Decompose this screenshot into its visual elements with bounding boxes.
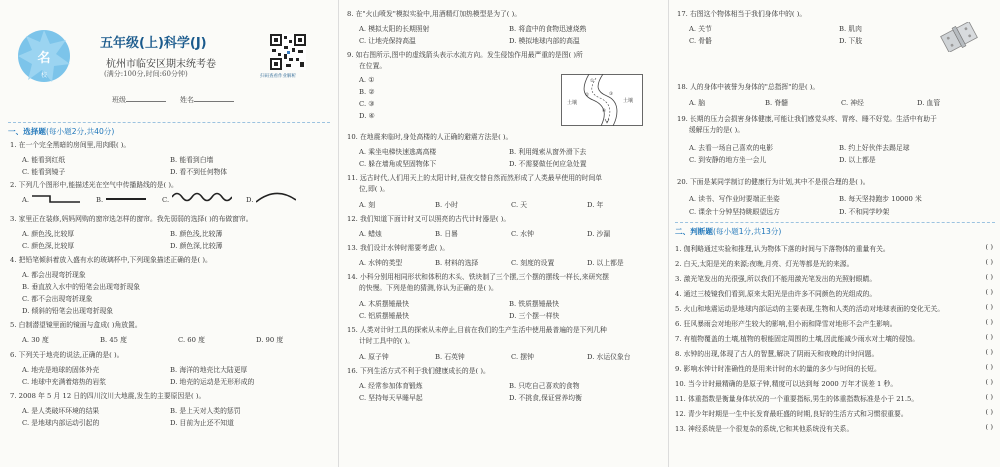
option-b[interactable]: B. 铁质摆锤最快	[509, 300, 560, 308]
question-stem-cont: 位,即( )。	[359, 185, 390, 193]
answer-paren[interactable]: ( )	[985, 318, 993, 326]
question-stem-cont: 缓解压力的是( )。	[689, 126, 745, 134]
straight-line-icon	[106, 192, 146, 204]
question-stem: 18. 人的身体中被誉为身体的"总指挥"的是( )。	[677, 83, 820, 91]
answer-paren[interactable]: ( )	[985, 423, 993, 431]
answer-paren[interactable]: ( )	[985, 258, 993, 266]
question-stem: 3. 家里正在装修,妈妈网购的窗帘选怎样的窗帘。我先弱弱的选择( )的布做窗帘。	[10, 215, 253, 223]
option-a[interactable]: A. 能看到红纸	[22, 156, 66, 164]
question-stem: 12. 我们知道下面计时又可以照亮的古代计时器是( )。	[347, 215, 511, 223]
option-d[interactable]: D. 90 度	[256, 336, 284, 344]
section-heading: 一、选择题(每小题2分,共40分)	[8, 127, 115, 136]
option-a[interactable]: A. 木质摆锤最快	[359, 300, 410, 308]
class-field[interactable]	[126, 101, 166, 102]
option-c[interactable]: C. 坚持每天早睡早起	[359, 394, 423, 402]
answer-paren[interactable]: ( )	[985, 273, 993, 281]
option-c[interactable]: C. 到安静的地方坐一会儿	[689, 156, 767, 164]
name-field[interactable]	[194, 101, 234, 102]
option-d[interactable]: D. 沙漏	[587, 230, 611, 238]
exam-page-left	[0, 0, 338, 467]
question-stem-cont: 计时工具中的( )。	[359, 337, 415, 345]
marker-2: ②	[585, 93, 590, 98]
option-b[interactable]: B. 垂直放入水中的铅笔会出现弯折现象	[22, 283, 141, 291]
option-b[interactable]: B. 脊髓	[765, 99, 788, 107]
section-divider	[8, 122, 330, 123]
option-c[interactable]: C. 能看到镜子	[22, 168, 66, 176]
question-stem: 7. 2008 年 5 月 12 日的四川汶川大地震,发生的主要原因是( )。	[10, 392, 206, 400]
question-stem: 16. 下列生活方式不利于我们健康成长的是( )。	[347, 367, 490, 375]
option-a[interactable]: A. 30 度	[22, 336, 49, 344]
question-stem: 19. 长期的压力会损害身体健康,可能让我们感觉头疼、胃疼、睡不好觉。生活中有助于	[677, 115, 937, 123]
option-a[interactable]: A. 水钟的类型	[359, 259, 403, 267]
option-a[interactable]: A. 原子钟	[359, 353, 389, 361]
exam-name: 杭州市临安区期末统考卷	[106, 59, 216, 70]
option-d[interactable]: D.	[246, 196, 254, 204]
option-c[interactable]: C. ③	[359, 100, 375, 108]
answer-paren[interactable]: ( )	[985, 348, 993, 356]
true-false-item: 12. 青少年时期是一生中长发育最旺盛的时期,良好的生活方式和习惯很重要。 ( )	[675, 408, 993, 418]
option-c[interactable]: C.	[162, 196, 170, 204]
page-title: 五年级(上)科学(J)	[100, 36, 207, 51]
question-stem-cont: 的快慢。下列是他的猜测,你认为正确的是( )。	[359, 284, 498, 292]
option-a[interactable]: A. 经常参加体育锻炼	[359, 382, 423, 390]
option-d[interactable]: D. 不和同学吵架	[839, 208, 890, 216]
option-b[interactable]: B. 每天坚持跑步 10000 米	[839, 195, 922, 203]
option-d[interactable]: D. 不挑食,保证营养均衡	[509, 394, 582, 402]
option-d[interactable]: D. 三个摆一样快	[509, 312, 560, 320]
soil-label-right: 土壤	[623, 98, 634, 104]
qr-code-icon[interactable]	[270, 34, 306, 70]
option-c[interactable]: C. 铝质摆锤最快	[359, 312, 410, 320]
answer-paren[interactable]: ( )	[985, 363, 993, 371]
option-b[interactable]: B. 肌肉	[839, 25, 862, 33]
option-d[interactable]: D. 不需要做任何应急处置	[509, 160, 587, 168]
question-stem: 10. 在地震来临时,身处高楼的人正确的避震方法是( )。	[347, 133, 513, 141]
qr-caption: 扫码查看作业解析	[260, 74, 296, 79]
true-false-item: 11. 体重指数是衡量身体状况的一个重要指标,男生的体重指数标准是小于 21.5。 ( )	[675, 393, 993, 403]
marker-4: ④	[602, 109, 607, 114]
true-false-item: 4. 通过三棱镜我们看到,原来太阳光是由许多不同颜色的光组成的。 ( )	[675, 288, 993, 298]
option-b[interactable]: B. 海洋的地壳比大陆更厚	[170, 366, 248, 374]
name-label: 姓名	[180, 96, 194, 104]
option-c[interactable]: C. 水钟	[511, 230, 534, 238]
option-a[interactable]: A. 读书、写作业时要端正坐姿	[689, 195, 780, 203]
step-line-icon	[32, 192, 80, 204]
answer-paren[interactable]: ( )	[985, 333, 993, 341]
exam-page-middle	[338, 0, 668, 467]
class-label: 班级	[112, 96, 126, 104]
option-c[interactable]: C. 摆钟	[511, 353, 534, 361]
option-d[interactable]: D. 看不到任何物体	[170, 168, 228, 176]
true-false-item: 13. 神经系统是一个很复杂的系统,它和其他系统没有关系。 ( )	[675, 423, 993, 433]
option-b[interactable]: B. 将盒中的食物迅速烧熟	[509, 25, 587, 33]
option-a[interactable]: A. 模拟太阳的长期照射	[359, 25, 430, 33]
answer-paren[interactable]: ( )	[985, 408, 993, 416]
option-c[interactable]: C. 颜色深,比较厚	[22, 242, 75, 250]
question-stem: 4. 把铅笔倾斜着放入盛有水的玻璃杯中,下列现象描述正确的是( )。	[10, 256, 212, 264]
true-false-item: 3. 激光笔发出的光很强,所以我们不能用激光笔发出的光照射眼睛。 ( )	[675, 273, 993, 283]
section-divider	[675, 222, 995, 223]
wave-line-icon	[172, 190, 232, 204]
option-d[interactable]: D. 模拟地球内部的高温	[509, 37, 580, 45]
option-d[interactable]: D. 地壳的运动是无形形成的	[170, 378, 255, 386]
option-b[interactable]: B. 材料的选择	[435, 259, 479, 267]
option-c[interactable]: C. 躲在墙角或坚固物体下	[359, 160, 437, 168]
answer-paren[interactable]: ( )	[985, 288, 993, 296]
question-stem: 13. 我们设计水钟时需要考虑( )。	[347, 244, 449, 252]
option-a[interactable]: A. 刻	[359, 201, 376, 209]
option-a[interactable]: A.	[22, 196, 30, 204]
option-a[interactable]: A. 脑	[689, 99, 706, 107]
option-c[interactable]: C. 是地球内部运动引起的	[22, 419, 100, 427]
option-d[interactable]: D. 以上都是	[587, 259, 624, 267]
option-c[interactable]: C. 都不会出现弯折现象	[22, 295, 93, 303]
soil-label-left: 土壤	[567, 100, 578, 106]
question-stem: 6. 下列关于地壳的说法,正确的是( )。	[10, 351, 124, 359]
option-a[interactable]: A. 颜色浅,比较厚	[22, 230, 75, 238]
option-b[interactable]: B. 约上好伙伴去踢足球	[839, 144, 910, 152]
option-a[interactable]: A. 蜡烛	[359, 230, 382, 238]
option-b[interactable]: B. 只吃自己喜欢的食物	[509, 382, 580, 390]
true-false-item: 5. 火山和地震运动是地球内部运动的主要表现,生物和人类的活动对地球表面的变化无关。 ( )	[675, 303, 993, 313]
river-erosion-diagram	[561, 74, 643, 126]
option-d[interactable]: D. 下肢	[839, 37, 863, 45]
option-c[interactable]: C. 地球中充满着熔热的岩浆	[22, 378, 107, 386]
option-d[interactable]: D. 以上都是	[839, 156, 876, 164]
option-b[interactable]: B. 是上天对人类的惩罚	[170, 407, 241, 415]
curve-line-icon	[256, 190, 296, 204]
option-a[interactable]: A. 乘坐电梯快速逃离高楼	[359, 148, 437, 156]
hinge-icon	[939, 22, 979, 52]
option-d[interactable]: D. 水运仪象台	[587, 353, 631, 361]
answer-paren[interactable]: ( )	[985, 393, 993, 401]
option-c[interactable]: C. 60 度	[178, 336, 205, 344]
option-a[interactable]: A. 去看一场自己喜欢的电影	[689, 144, 773, 152]
question-stem: 11. 远古时代,人们用天上的太阳计时,昼夜交替自然而然形成了人类最早使用的时间单	[347, 174, 603, 182]
option-b[interactable]: B. 小时	[435, 201, 458, 209]
question-stem: 20. 下面是某同学制订的健康行为计划,其中不是很合理的是( )。	[677, 178, 870, 186]
option-b[interactable]: B. 石英钟	[435, 353, 465, 361]
option-d[interactable]: D. 血管	[917, 99, 941, 107]
option-b[interactable]: B. 能看到白墙	[170, 156, 214, 164]
option-c[interactable]: C. 课余十分钟坚持眺眼望远方	[689, 208, 780, 216]
option-d[interactable]: D. 倾斜的铅笔会出现弯折现象	[22, 307, 114, 315]
publisher-logo-icon	[14, 26, 74, 86]
option-d[interactable]: D. 颜色深,比较薄	[170, 242, 223, 250]
option-b[interactable]: B. 利用绳索从窗外滑下去	[509, 148, 587, 156]
option-c[interactable]: C. 刻度的设置	[511, 259, 555, 267]
question-stem: 14. 小科分别用相同形状和体积的木头、铁块制了三个摆,三个摆的摆线一样长,来研究摆	[347, 273, 609, 281]
true-false-item: 9. 影响水钟计时准确性的是用来计时的水的量的多少与时间的长短。 ( )	[675, 363, 993, 373]
answer-paren[interactable]: ( )	[985, 303, 993, 311]
option-c[interactable]: C. 骨骼	[689, 37, 712, 45]
exam-meta: (满分:100分,时间:60分钟)	[104, 70, 188, 78]
option-a[interactable]: A. 关节	[689, 25, 712, 33]
svg-text:校: 校	[40, 72, 48, 79]
question-stem: 5. 白制潜望镜里面的镜面与盒成( )角放置。	[10, 321, 142, 329]
option-a[interactable]: A. ①	[359, 76, 375, 84]
option-b[interactable]: B.	[96, 196, 104, 204]
option-d[interactable]: D. 年	[587, 201, 604, 209]
true-false-item: 8. 水钟的出现,体现了古人的智慧,解决了阴雨天和夜晚的计时问题。 ( )	[675, 348, 993, 358]
option-a[interactable]: A. 是人类破坏环境的结果	[22, 407, 100, 415]
marker-1: ①	[590, 79, 595, 84]
question-stem: 8. 在"火山喷发"模拟实验中,用酒精灯加热模型是为了( )。	[347, 10, 522, 18]
question-stem: 15. 人类对计时工具的探索从未停止,目前在我们的生产生活中使用最普遍的是下列几种	[347, 326, 607, 334]
option-a[interactable]: A. 都会出现弯折现象	[22, 271, 86, 279]
true-false-item: 7. 有植物覆盖的土壤,植物的根能固定周围的土壤,因此能减少雨水对土壤的侵蚀。 ( )	[675, 333, 993, 343]
student-info	[112, 95, 248, 105]
question-stem: 9. 如右图所示,图中的虚线箭头表示水流方向。发生侵蚀作用最严重的是图( )所	[347, 51, 583, 59]
option-c[interactable]: C. 让地壳保持高温	[359, 37, 416, 45]
exam-page-right	[668, 0, 1000, 467]
option-b[interactable]: B. ②	[359, 88, 375, 96]
true-false-item: 6. 狂风暴雨会对地形产生较大的影响,但小雨和降雪对地形不会产生影响。 ( )	[675, 318, 993, 328]
option-b[interactable]: B. 日晷	[435, 230, 458, 238]
section-heading: 二、判断题(每小题1分,共13分)	[675, 227, 782, 236]
true-false-item: 2. 白天,太阳是光的来源;夜晚,月亮、灯光等都是光的来源。 ( )	[675, 258, 993, 268]
option-d[interactable]: D. 目前为止还不知道	[170, 419, 234, 427]
true-false-item: 1. 伽利略通过实验和推理,认为物体下落的时间与下落物体的重量有关。 ( )	[675, 243, 993, 253]
option-b[interactable]: B. 颜色浅,比较薄	[170, 230, 223, 238]
answer-paren[interactable]: ( )	[985, 243, 993, 251]
answer-paren[interactable]: ( )	[985, 378, 993, 386]
option-b[interactable]: B. 45 度	[100, 336, 127, 344]
option-a[interactable]: A. 地壳是地球的固体外壳	[22, 366, 100, 374]
svg-text:名: 名	[37, 51, 51, 66]
option-c[interactable]: C. 神经	[841, 99, 864, 107]
true-false-item: 10. 当今计时最精确的是原子钟,精度可以达到每 2000 万年才误差 1 秒。 ( )	[675, 378, 993, 388]
option-c[interactable]: C. 天	[511, 201, 528, 209]
marker-3: ③	[609, 92, 614, 97]
question-stem: 2. 下列几个图形中,能描述光在空气中传播路线的是( )。	[10, 181, 178, 189]
question-stem: 1. 在一个完全黑暗的房间里,用肉眼( )。	[10, 141, 131, 149]
question-stem: 17. 右图这个物体相当于我们身体中的( )。	[677, 10, 807, 18]
option-d[interactable]: D. ④	[359, 112, 375, 120]
question-stem-cont: 在位置。	[359, 62, 387, 70]
